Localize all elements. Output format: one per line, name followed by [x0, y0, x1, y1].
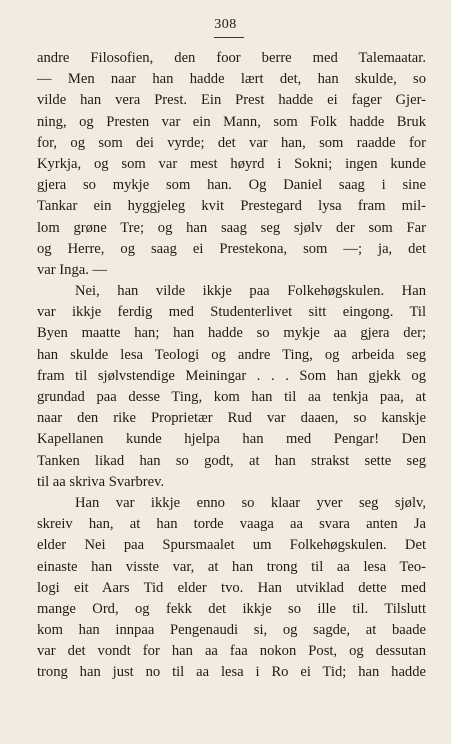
- text-line: grundad paa desse Ting, kom han til aa tenkja paa, at: [37, 389, 426, 405]
- text-line: Tankar ein hyggjeleg kvit Prestegard lysa fram mil-: [37, 198, 426, 215]
- text-line: kom han innpaa Pengenaudi si, og sagde, at baade: [37, 622, 426, 639]
- page-number-rule: [214, 37, 244, 38]
- text-line: for, og som dei vyrde; det var han, som raadde for: [37, 134, 426, 151]
- text-line: var ikkje ferdig med Studenterlivet sitt eingong. Til: [37, 304, 426, 321]
- text-line: til aa skriva Svarbrev.: [37, 473, 165, 490]
- text-line: Byen maatte han; han hadde so mykje aa gjera der;: [37, 325, 426, 342]
- text-line: han skulde lesa Teologi og andre Ting, og arbeida seg: [37, 346, 426, 363]
- text-line: Kyrkja, og som var mest høyrd i Sokni; ingen kunde: [37, 155, 426, 172]
- text-line: vilde han vera Prest. Ein Prest hadde ei fager Gjer-: [37, 92, 426, 109]
- text-line: ning, og Presten var ein Mann, som Folk hadde Bruk: [37, 113, 426, 130]
- text-line: logi eit Aars Tid elder tvo. Han utviklad dette med: [37, 579, 426, 596]
- text-line: fram til sjølvstendige Meiningar . . . Som han gjekk og: [37, 367, 426, 384]
- text-line: einaste han visste var, at han trong til aa lesa Teo-: [37, 558, 426, 575]
- text-line: mange Ord, og fekk det ikkje so ille til. Tilslutt: [37, 600, 426, 617]
- text-line: naar den rike Proprietær Rud var daaen, so kanskje: [37, 410, 426, 427]
- text-line: Tanken likad han so godt, at han strakst sette seg: [37, 452, 426, 469]
- text-line: elder Nei paa Spursmaalet um Folkehøgskulen. Det: [37, 537, 426, 554]
- text-line: trong han just no til aa lesa i Ro ei Tid; han hadde: [37, 664, 426, 681]
- text-line: gjera so mykje som han. Og Daniel saag i sine: [37, 177, 426, 194]
- text-line: skreiv han, at han torde vaaga aa svara anten Ja: [37, 516, 426, 533]
- text-line: var Inga. —: [37, 261, 108, 278]
- text-line: Nei, han vilde ikkje paa Folkehøgskulen. Han: [75, 283, 426, 300]
- text-line: Kapellanen kunde hjelpa han med Pengar! Den: [37, 431, 426, 448]
- text-line: lom grøne Tre; og han saag seg sjølv der som Far: [37, 219, 426, 236]
- text-line: andre Filosofien, den foor berre med Talemaatar.: [37, 50, 426, 66]
- text-line: og Herre, og saag ei Prestekona, som —; ja, det: [37, 240, 426, 257]
- text-line: — Men naar han hadde lært det, han skulde, so: [37, 71, 426, 88]
- text-line: var det vondt for han aa faa nokon Post, og dessutan: [37, 643, 426, 660]
- page-number: 308: [214, 17, 237, 32]
- body-text: [37, 48, 426, 684]
- text-line: Han var ikkje enno so klaar yver seg sjølv,: [75, 494, 426, 511]
